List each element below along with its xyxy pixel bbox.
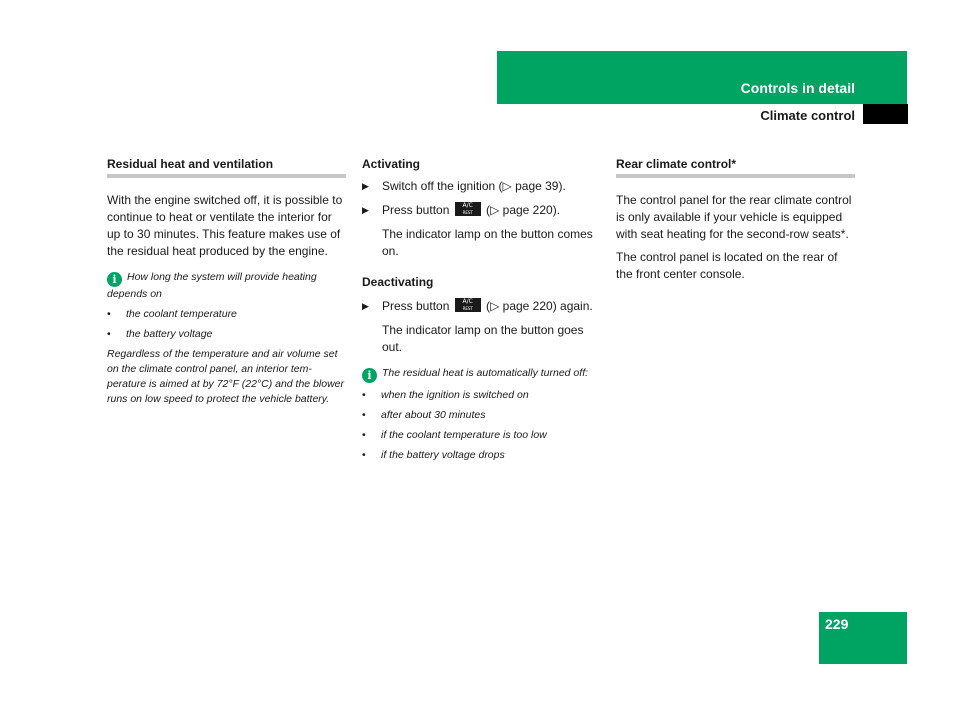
page-number-box <box>819 612 907 664</box>
rear-climate-body: The control panel for the rear climate control is only available if your vehicle is equipped with seat heating for the second-row seats*. <box>616 193 852 241</box>
page-ref-arrow-icon: ▷ <box>490 299 500 313</box>
page-ref-arrow-icon: ▷ <box>502 179 512 193</box>
header-green-bar <box>497 51 907 104</box>
step-item: ▶ Switch off the ignition (▷ page 39). <box>362 179 566 193</box>
triangle-right-icon: ▶ <box>362 205 369 215</box>
heading-rule <box>616 174 855 178</box>
triangle-right-icon: ▶ <box>362 301 369 311</box>
subsection-title: Climate control <box>760 108 855 123</box>
thumb-tab-marker <box>863 104 908 124</box>
bullet-icon: • <box>107 308 111 320</box>
list-item: • if the battery voltage drops <box>362 449 505 461</box>
info-icon: i <box>107 272 122 287</box>
triangle-right-icon: ▶ <box>362 181 369 191</box>
step-result: The indicator lamp on the button comes on. <box>382 227 593 258</box>
bullet-icon: • <box>362 449 366 461</box>
list-item: • the battery voltage <box>107 328 213 340</box>
residual-heat-heading: Residual heat and ventilation <box>107 157 274 171</box>
list-item: • the coolant temperature <box>107 308 237 320</box>
activating-heading: Activating <box>362 157 421 171</box>
info-note: i The residual heat is automatically turned off: <box>362 366 601 383</box>
ac-rest-button-icon: A/C REST <box>455 298 481 312</box>
step-item: ▶ Press button A/C REST (▷ page 220). <box>362 202 561 217</box>
page-number: 229 <box>825 616 849 632</box>
list-item: • if the coolant temperature is too low <box>362 429 547 441</box>
list-item: • after about 30 minutes <box>362 409 486 421</box>
deactivating-heading: Deactivating <box>362 275 434 289</box>
column-rear-climate <box>616 156 855 283</box>
note-paragraph: Regardless of the temperature and air volume set on the climate control panel, an interior tem-perature is aimed at by 72°F (22°C) and the blower runs on low speed to protect the vehicle battery. <box>107 348 344 405</box>
note-intro: How long the system will provide heating depends on <box>107 271 317 300</box>
step-result: The indicator lamp on the button goes out. <box>382 323 584 354</box>
page-ref-arrow-icon: ▷ <box>490 203 500 217</box>
column-residual-heat <box>107 156 346 407</box>
section-title: Controls in detail <box>740 80 855 96</box>
info-icon: i <box>362 368 377 383</box>
rear-climate-heading: Rear climate control* <box>616 157 737 171</box>
info-note <box>107 270 346 302</box>
bullet-icon: • <box>362 389 366 401</box>
bullet-icon: • <box>362 409 366 421</box>
step-item: ▶ Press button A/C REST (▷ page 220) again. <box>362 298 593 313</box>
rear-climate-location: The control panel is located on the rear of the front center console. <box>616 250 838 281</box>
list-item: • when the ignition is switched on <box>362 389 529 401</box>
column-activation <box>362 156 601 463</box>
residual-heat-body: With the engine switched off, it is possible to continue to heat or ventilate the interior for up to 30 minutes. This feature makes use of the residual heat produced by the engine. <box>107 193 343 258</box>
heading-rule <box>107 174 346 178</box>
bullet-icon: • <box>362 429 366 441</box>
bullet-icon: • <box>107 328 111 340</box>
ac-rest-button-icon: A/C REST <box>455 202 481 216</box>
